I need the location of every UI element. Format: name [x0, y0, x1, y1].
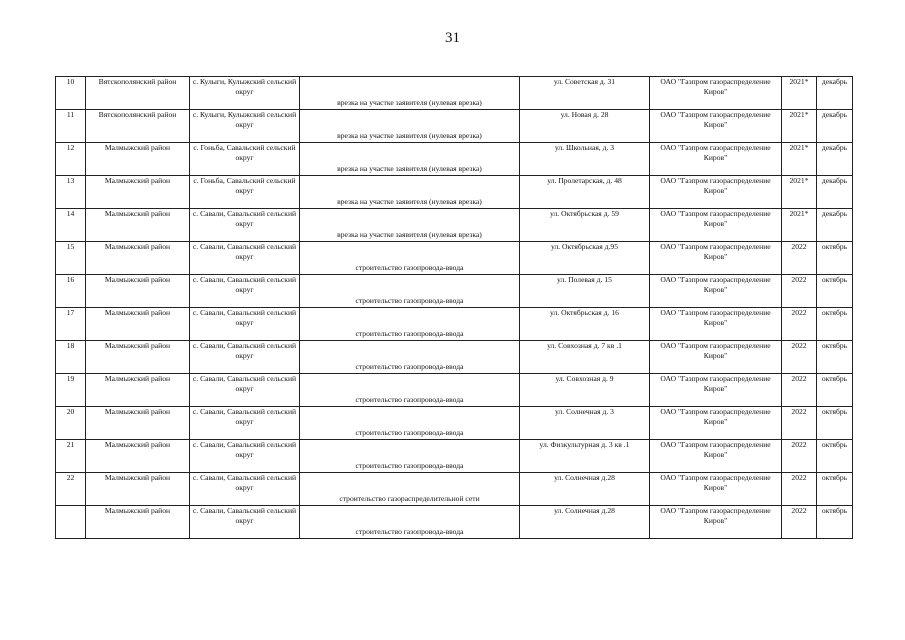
- address-cell: ул. Физкультурная д. 3 кв .1: [520, 440, 650, 473]
- year-cell: 2022: [782, 308, 817, 341]
- work-type-cell: [300, 440, 520, 473]
- organization-cell: ОАО "Газпром газораспределение Киров": [650, 275, 782, 308]
- locality-cell: с. Кулыги, Кулыжский сельский округ: [190, 77, 300, 110]
- row-number-cell: 21: [56, 440, 86, 473]
- work-type-text: строительство газопровода-ввода: [355, 395, 464, 404]
- district-cell: Малмыжский район: [86, 242, 190, 275]
- month-cell: декабрь: [817, 209, 853, 242]
- row-number-cell: 12: [56, 143, 86, 176]
- work-type-cell: [300, 143, 520, 176]
- work-type-cell: [300, 308, 520, 341]
- table-row: [56, 176, 853, 209]
- month-cell: октябрь: [817, 341, 853, 374]
- table-row: [56, 374, 853, 407]
- address-cell: ул. Советская д. 31: [520, 77, 650, 110]
- work-type-cell: [300, 209, 520, 242]
- month-cell: октябрь: [817, 473, 853, 506]
- work-type-text: врезка на участке заявителя (нулевая врезка): [337, 197, 482, 206]
- locality-cell: с. Гоньба, Савальский сельский округ: [190, 143, 300, 176]
- work-type-cell: [300, 176, 520, 209]
- work-type-cell: [300, 110, 520, 143]
- work-type-text: строительство газопровода-ввода: [355, 263, 464, 272]
- year-cell: 2022: [782, 374, 817, 407]
- address-cell: ул. Полевая д. 15: [520, 275, 650, 308]
- address-cell: ул. Школьная, д. 3: [520, 143, 650, 176]
- organization-cell: ОАО "Газпром газораспределение Киров": [650, 341, 782, 374]
- address-cell: ул. Солнечная д.28: [520, 473, 650, 506]
- organization-cell: ОАО "Газпром газораспределение Киров": [650, 77, 782, 110]
- month-cell: октябрь: [817, 440, 853, 473]
- district-cell: Малмыжский район: [86, 176, 190, 209]
- district-cell: Вятскополянский район: [86, 110, 190, 143]
- gasification-table: [55, 76, 853, 539]
- work-type-text: строительство газопровода-ввода: [355, 461, 464, 470]
- district-cell: Малмыжский район: [86, 506, 190, 539]
- row-number-cell: 10: [56, 77, 86, 110]
- address-cell: ул. Солнечная д.28: [520, 506, 650, 539]
- table-row: [56, 275, 853, 308]
- organization-cell: ОАО "Газпром газораспределение Киров": [650, 209, 782, 242]
- organization-cell: ОАО "Газпром газораспределение Киров": [650, 110, 782, 143]
- year-cell: 2021*: [782, 176, 817, 209]
- table-row: [56, 209, 853, 242]
- year-cell: 2022: [782, 407, 817, 440]
- table-row: [56, 308, 853, 341]
- work-type-text: врезка на участке заявителя (нулевая врезка): [337, 230, 482, 239]
- organization-cell: ОАО "Газпром газораспределение Киров": [650, 143, 782, 176]
- district-cell: Малмыжский район: [86, 473, 190, 506]
- work-type-cell: [300, 275, 520, 308]
- address-cell: ул. Октябрьская д.95: [520, 242, 650, 275]
- month-cell: октябрь: [817, 506, 853, 539]
- month-cell: декабрь: [817, 143, 853, 176]
- row-number-cell: 16: [56, 275, 86, 308]
- address-cell: ул. Совхозная д. 7 кв .1: [520, 341, 650, 374]
- month-cell: декабрь: [817, 176, 853, 209]
- year-cell: 2021*: [782, 209, 817, 242]
- row-number-cell: 18: [56, 341, 86, 374]
- address-cell: ул. Солнечная д. 3: [520, 407, 650, 440]
- table-row: [56, 341, 853, 374]
- table-row: [56, 407, 853, 440]
- locality-cell: с. Савали, Савальский сельский округ: [190, 209, 300, 242]
- row-number-cell: 19: [56, 374, 86, 407]
- district-cell: Малмыжский район: [86, 440, 190, 473]
- table-row: [56, 143, 853, 176]
- year-cell: 2022: [782, 506, 817, 539]
- district-cell: Малмыжский район: [86, 407, 190, 440]
- year-cell: 2022: [782, 473, 817, 506]
- locality-cell: с. Гоньба, Савальский сельский округ: [190, 176, 300, 209]
- month-cell: октябрь: [817, 242, 853, 275]
- table-row: [56, 77, 853, 110]
- month-cell: декабрь: [817, 77, 853, 110]
- locality-cell: с. Савали, Савальский сельский округ: [190, 341, 300, 374]
- row-number-cell: 13: [56, 176, 86, 209]
- year-cell: 2021*: [782, 110, 817, 143]
- work-type-cell: [300, 506, 520, 539]
- organization-cell: ОАО "Газпром газораспределение Киров": [650, 176, 782, 209]
- year-cell: 2022: [782, 242, 817, 275]
- table-row: [56, 440, 853, 473]
- work-type-cell: [300, 473, 520, 506]
- locality-cell: с. Савали, Савальский сельский округ: [190, 242, 300, 275]
- locality-cell: с. Савали, Савальский сельский округ: [190, 275, 300, 308]
- work-type-text: строительство газопровода-ввода: [355, 428, 464, 437]
- organization-cell: ОАО "Газпром газораспределение Киров": [650, 506, 782, 539]
- locality-cell: с. Савали, Савальский сельский округ: [190, 473, 300, 506]
- work-type-text: строительство газораспределительной сети: [339, 494, 480, 503]
- month-cell: октябрь: [817, 407, 853, 440]
- table-row: [56, 242, 853, 275]
- work-type-text: строительство газопровода-ввода: [355, 296, 464, 305]
- table-row: [56, 506, 853, 539]
- district-cell: Вятскополянский район: [86, 77, 190, 110]
- work-type-cell: [300, 341, 520, 374]
- organization-cell: ОАО "Газпром газораспределение Киров": [650, 308, 782, 341]
- address-cell: ул. Октябрьская д. 59: [520, 209, 650, 242]
- organization-cell: ОАО "Газпром газораспределение Киров": [650, 374, 782, 407]
- page-number: 31: [445, 30, 460, 46]
- work-type-text: врезка на участке заявителя (нулевая врезка): [337, 131, 482, 140]
- work-type-text: строительство газопровода-ввода: [355, 362, 464, 371]
- organization-cell: ОАО "Газпром газораспределение Киров": [650, 440, 782, 473]
- row-number-cell: 20: [56, 407, 86, 440]
- row-number-cell: 17: [56, 308, 86, 341]
- year-cell: 2022: [782, 275, 817, 308]
- organization-cell: ОАО "Газпром газораспределение Киров": [650, 407, 782, 440]
- work-type-cell: [300, 407, 520, 440]
- work-type-text: строительство газопровода-ввода: [355, 329, 464, 338]
- year-cell: 2022: [782, 341, 817, 374]
- month-cell: октябрь: [817, 275, 853, 308]
- locality-cell: с. Савали, Савальский сельский округ: [190, 308, 300, 341]
- month-cell: октябрь: [817, 374, 853, 407]
- district-cell: Малмыжский район: [86, 341, 190, 374]
- table-row: [56, 473, 853, 506]
- organization-cell: ОАО "Газпром газораспределение Киров": [650, 473, 782, 506]
- month-cell: декабрь: [817, 110, 853, 143]
- address-cell: ул. Пролетарская, д. 48: [520, 176, 650, 209]
- work-type-text: врезка на участке заявителя (нулевая врезка): [337, 164, 482, 173]
- work-type-cell: [300, 374, 520, 407]
- work-type-text: врезка на участке заявителя (нулевая врезка): [337, 98, 482, 107]
- row-number-cell: 11: [56, 110, 86, 143]
- district-cell: Малмыжский район: [86, 275, 190, 308]
- locality-cell: с. Савали, Савальский сельский округ: [190, 407, 300, 440]
- locality-cell: с. Кулыги, Кулыжский сельский округ: [190, 110, 300, 143]
- address-cell: ул. Новая д. 28: [520, 110, 650, 143]
- address-cell: ул. Октябрьская д. 16: [520, 308, 650, 341]
- district-cell: Малмыжский район: [86, 308, 190, 341]
- row-number-cell: 22: [56, 473, 86, 506]
- district-cell: Малмыжский район: [86, 209, 190, 242]
- locality-cell: с. Савали, Савальский сельский округ: [190, 440, 300, 473]
- month-cell: октябрь: [817, 308, 853, 341]
- work-type-cell: [300, 242, 520, 275]
- year-cell: 2021*: [782, 77, 817, 110]
- district-cell: Малмыжский район: [86, 374, 190, 407]
- locality-cell: с. Савали, Савальский сельский округ: [190, 506, 300, 539]
- organization-cell: ОАО "Газпром газораспределение Киров": [650, 242, 782, 275]
- row-number-cell: [56, 506, 86, 539]
- district-cell: Малмыжский район: [86, 143, 190, 176]
- year-cell: 2021*: [782, 143, 817, 176]
- work-type-text: строительство газопровода-ввода: [355, 527, 464, 536]
- locality-cell: с. Савали, Савальский сельский округ: [190, 374, 300, 407]
- table-row: [56, 110, 853, 143]
- work-type-cell: [300, 77, 520, 110]
- address-cell: ул. Совхозная д. 9: [520, 374, 650, 407]
- row-number-cell: 14: [56, 209, 86, 242]
- row-number-cell: 15: [56, 242, 86, 275]
- year-cell: 2022: [782, 440, 817, 473]
